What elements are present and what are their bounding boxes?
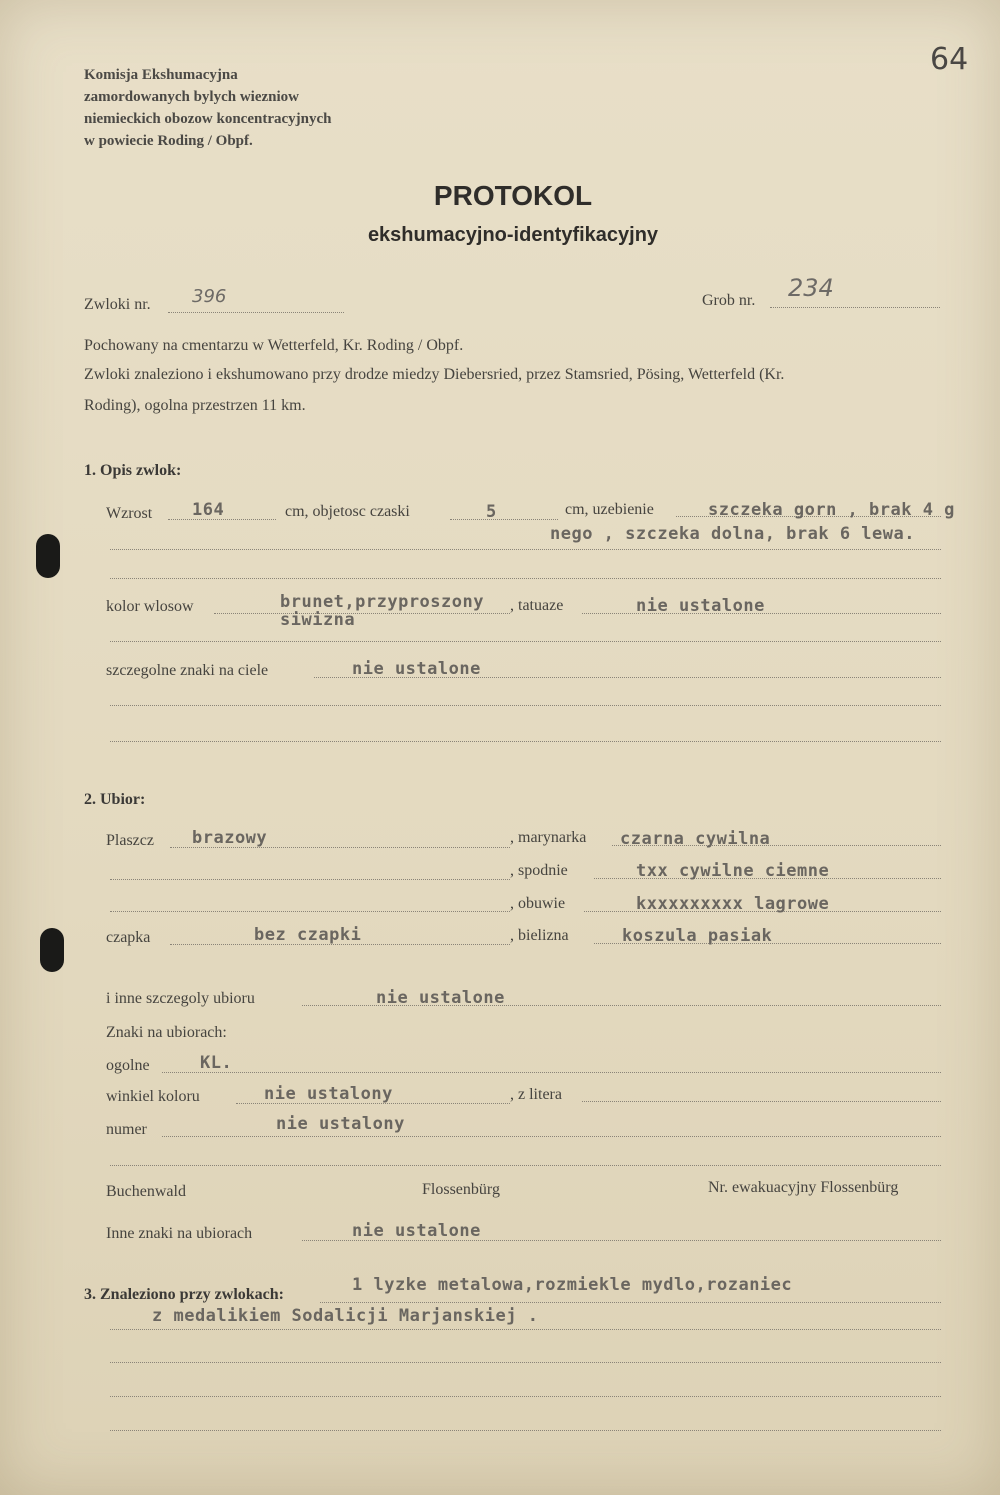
uzebienie-value-2: nego , szczeka dolna, brak 6 lewa. — [550, 524, 915, 544]
ogolne-value: KL. — [200, 1053, 233, 1073]
tatuaze-label: , tatuaze — [510, 597, 564, 614]
plaszcz-value: brazowy — [192, 828, 268, 848]
header-line: niemieckich obozow koncentracyjnych — [84, 111, 332, 127]
section-3-title: 3. Znaleziono przy zwlokach: — [84, 1286, 284, 1303]
czaska-label: cm, objetosc czaski — [285, 503, 410, 520]
czaska-value: 5 — [486, 502, 497, 522]
nr-ewakuacyjny-label: Nr. ewakuacyjny Flossenbürg — [708, 1179, 899, 1196]
plaszcz-label: Plaszcz — [106, 832, 154, 849]
header-line: Komisja Ekshumacyjna — [84, 67, 238, 83]
found-line-1: Zwloki znaleziono i ekshumowano przy drodze miedzy Diebersried, przez Stamsried, Pösing, Wetterfeld (Kr. — [84, 366, 785, 383]
section-2-title: 2. Ubior: — [84, 791, 146, 808]
numer-label: numer — [106, 1121, 147, 1138]
bielizna-label: , bielizna — [510, 927, 569, 944]
numer-value: nie ustalony — [276, 1114, 405, 1134]
litera-label: , z litera — [510, 1086, 562, 1103]
czapka-value: bez czapki — [254, 925, 362, 945]
burial-line: Pochowany na cmentarzu w Wetterfeld, Kr. Roding / Obpf. — [84, 337, 464, 354]
punch-hole-upper — [36, 534, 60, 578]
kolor-line — [214, 613, 510, 614]
dotted-line — [110, 879, 510, 880]
header-line: zamordowanych bylych wiezniow — [84, 89, 299, 105]
inne-szczegoly-label: i inne szczegoly ubioru — [106, 990, 255, 1007]
winkiel-label: winkiel koloru — [106, 1088, 200, 1105]
document-subtitle: ekshumacyjno-identyfikacyjny — [367, 224, 659, 246]
znaki-na-ciele-label: szczegolne znaki na ciele — [106, 662, 269, 679]
winkiel-value: nie ustalony — [264, 1084, 393, 1104]
section-1-title: 1. Opis zwlok: — [84, 462, 182, 479]
znaki-na-ubiorach-label: Znaki na ubiorach: — [106, 1024, 227, 1041]
obuwie-value: kxxxxxxxxx lagrowe — [636, 894, 830, 914]
found-line-2: Roding), ogolna przestrzen 11 km. — [84, 397, 306, 414]
uzebienie-label: cm, uzebienie — [565, 501, 654, 518]
ogolne-line — [162, 1072, 941, 1073]
znaleziono-value-1: 1 lyzke metalowa,rozmiekle mydlo,rozaniec — [352, 1275, 793, 1295]
dotted-line — [110, 741, 941, 742]
grob-value: 234 — [788, 274, 834, 302]
document-title: PROTOKOL — [433, 180, 593, 211]
dotted-line — [110, 641, 941, 642]
dotted-line — [110, 1329, 941, 1330]
dotted-line — [110, 578, 941, 579]
obuwie-label: , obuwie — [510, 895, 566, 912]
inne-znaki-label: Inne znaki na ubiorach — [106, 1225, 253, 1242]
zwloki-line — [168, 312, 344, 313]
czapka-label: czapka — [106, 929, 151, 946]
dotted-line — [110, 1362, 941, 1363]
dotted-line — [110, 1430, 941, 1431]
marynarka-value: czarna cywilna — [620, 829, 771, 849]
punch-hole-lower — [40, 928, 64, 972]
header-line: w powiecie Roding / Obpf. — [84, 133, 253, 149]
buchenwald-label: Buchenwald — [106, 1183, 186, 1200]
grob-label: Grob nr. — [702, 292, 756, 309]
spodnie-value: txx cywilne ciemne — [636, 861, 830, 881]
tatuaze-value: nie ustalone — [636, 596, 765, 616]
uzebienie-value-1: szczeka gorn , brak 4 g — [708, 500, 955, 520]
marynarka-label: , marynarka — [510, 829, 587, 846]
kolor-value-2: siwizna — [280, 610, 356, 630]
kolor-value-1: brunet,przyproszony — [280, 592, 484, 612]
zwloki-label: Zwloki nr. — [84, 296, 151, 313]
kolor-label: kolor wlosow — [106, 598, 194, 615]
czaska-line — [450, 519, 558, 520]
dotted-line — [110, 1396, 941, 1397]
numer-line — [162, 1136, 941, 1137]
wzrost-value: 164 — [192, 500, 225, 520]
znaki-na-ciele-value: nie ustalone — [352, 659, 481, 679]
dotted-line — [110, 911, 510, 912]
page-number: 64 — [930, 42, 969, 77]
dotted-line — [110, 705, 941, 706]
dotted-line — [110, 549, 941, 550]
bielizna-value: koszula pasiak — [622, 926, 773, 946]
ogolne-label: ogolne — [106, 1057, 150, 1074]
flossenburg-label: Flossenbürg — [422, 1181, 500, 1198]
inne-szczegoly-value: nie ustalone — [376, 988, 505, 1008]
grob-line — [770, 307, 940, 308]
inne-znaki-value: nie ustalone — [352, 1221, 481, 1241]
commission-header — [84, 64, 331, 152]
litera-line — [582, 1101, 941, 1102]
dotted-line — [110, 1165, 941, 1166]
znaleziono-value-2: z medalikiem Sodalicji Marjanskiej . — [152, 1306, 539, 1326]
spodnie-label: , spodnie — [510, 862, 568, 879]
zwloki-value: 396 — [192, 286, 227, 307]
wzrost-label: Wzrost — [106, 505, 153, 522]
znaleziono-line — [320, 1302, 941, 1303]
